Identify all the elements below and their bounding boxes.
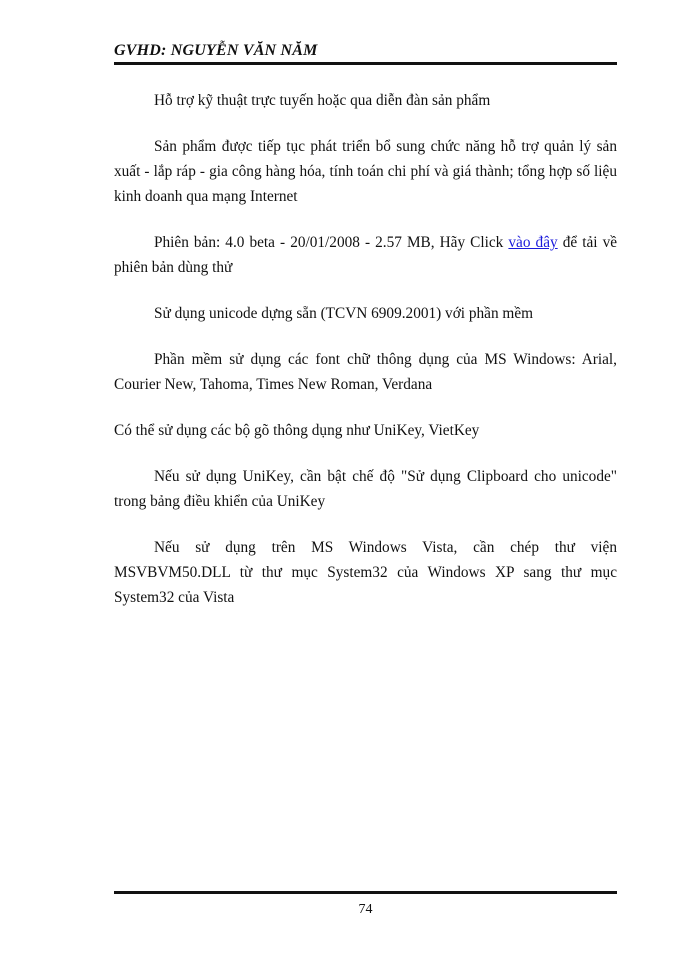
paragraph-vista: Nếu sử dụng trên MS Windows Vista, cần chép thư viện MSVBVM50.DLL từ thư mục System32 của Windows XP sang thư mục System32 của Vista	[114, 539, 617, 606]
paragraph-support: Hỗ trợ kỹ thuật trực tuyến hoặc qua diễn đàn sản phẩm	[154, 92, 491, 109]
version-text-end: để tải về phiên bản dùng thử	[114, 234, 618, 276]
paragraph-input-methods: Có thể sử dụng các bộ gõ thông dụng như UniKey, VietKey	[114, 422, 480, 439]
document-body	[114, 88, 617, 610]
footer-rule	[114, 891, 617, 894]
version-text: Phiên bản: 4.0 beta - 20/01/2008 - 2.57 MB, Hãy Click	[154, 234, 509, 251]
paragraph-development: Sản phẩm được tiếp tục phát triển bổ sung chức năng hỗ trợ quản lý sản xuất - lắp ráp - gia công hàng hóa, tính toán chi phí và giá thành; tổng hợp số liệu kinh doanh qua mạng Internet	[114, 138, 617, 205]
paragraph-fonts: Phần mềm sử dụng các font chữ thông dụng của MS Windows: Arial, Courier New, Tahoma, Times New Roman, Verdana	[114, 351, 617, 393]
paragraph-unicode: Sử dụng unicode dựng sẵn (TCVN 6909.2001) với phần mềm	[154, 305, 534, 322]
header-rule	[114, 62, 617, 65]
paragraph-unikey: Nếu sử dụng UniKey, cần bật chế độ "Sử dụng Clipboard cho unicode" trong bảng điều khiển của UniKey	[114, 468, 617, 510]
page-number: 74	[358, 902, 373, 917]
download-link[interactable]: vào đây	[508, 234, 558, 251]
page-header	[114, 42, 617, 60]
header-title: GVHD: NGUYỄN VĂN NĂM	[114, 42, 318, 59]
paragraph-version	[114, 230, 617, 280]
